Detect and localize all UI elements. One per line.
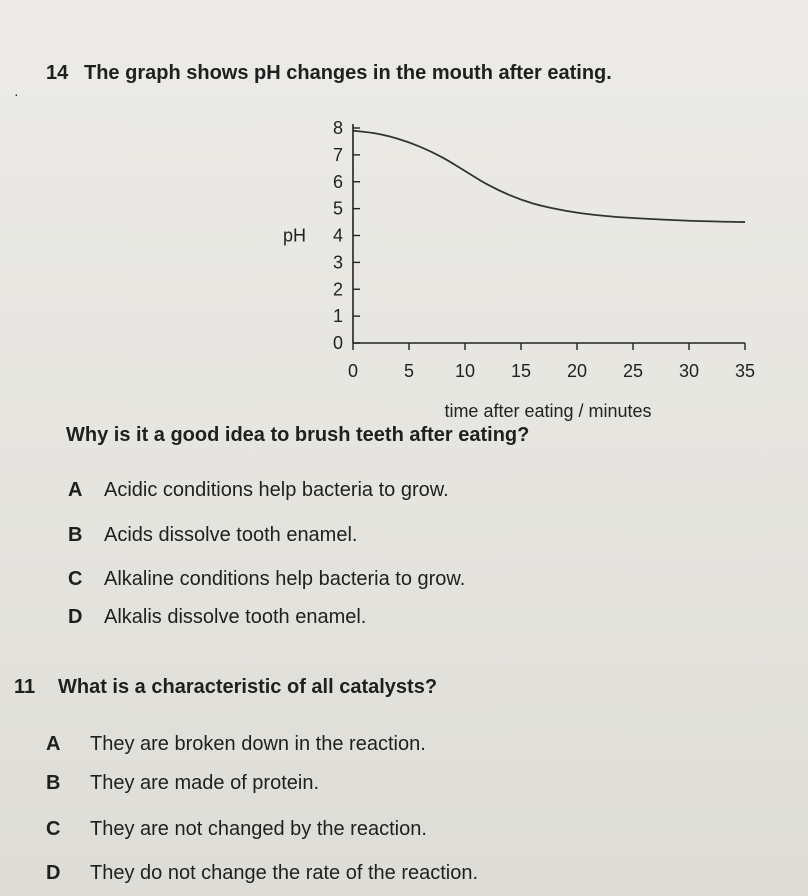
ph-chart	[0, 0, 808, 440]
y-tick-label: 1	[332, 306, 343, 327]
y-tick-label: 8	[332, 118, 343, 138]
option-text: They do not change the rate of the reaction.	[90, 862, 479, 884]
y-tick-label: 0	[332, 333, 343, 353]
y-tick-label: 6	[332, 171, 343, 192]
y-tick-label: 5	[332, 198, 343, 219]
question-14-prompt: Why is it a good idea to brush teeth after eating?	[66, 424, 530, 446]
question-14-stem: The graph shows pH changes in the mouth after eating.	[84, 62, 612, 84]
x-tick-label: 10	[454, 361, 476, 381]
option-letter: B	[46, 772, 61, 794]
x-tick-label: 15	[510, 361, 532, 381]
option-letter: A	[46, 733, 61, 755]
x-tick-label: 25	[622, 361, 644, 381]
option-text: Alkaline conditions help bacteria to grow.	[104, 568, 466, 590]
question-11-prompt: What is a characteristic of all catalysts?	[58, 676, 438, 698]
chart-series	[353, 131, 745, 222]
option-letter: C	[46, 818, 61, 840]
x-tick-label: 20	[566, 361, 588, 381]
x-tick-label: 35	[734, 361, 756, 381]
y-tick-label: 3	[332, 252, 343, 273]
option-letter: C	[68, 568, 83, 590]
option-letter: D	[68, 606, 83, 628]
option-text: They are not changed by the reaction.	[90, 818, 427, 840]
question-14-number: 14	[46, 62, 69, 84]
x-tick-label: 5	[403, 361, 415, 381]
x-ticks	[348, 343, 755, 381]
y-tick-label: 4	[332, 225, 343, 246]
ph-curve-series-0	[353, 131, 745, 222]
y-tick-label: 2	[332, 279, 343, 300]
option-letter: A	[68, 479, 83, 501]
y-axis-label: pH	[282, 225, 306, 246]
stray-mark: ·	[14, 86, 19, 102]
option-letter: D	[46, 862, 61, 884]
y-ticks	[333, 118, 360, 353]
y-tick-label: 7	[332, 144, 343, 165]
question-11-number: 11	[14, 676, 36, 698]
x-tick-label: 30	[678, 361, 700, 381]
x-axis-label: time after eating / minutes	[444, 401, 652, 421]
option-text: They are broken down in the reaction.	[90, 733, 426, 755]
option-letter: B	[68, 524, 83, 546]
option-text: Alkalis dissolve tooth enamel.	[104, 606, 367, 628]
option-text: Acids dissolve tooth enamel.	[104, 524, 358, 546]
x-tick-label: 0	[347, 361, 359, 381]
option-text: They are made of protein.	[90, 772, 320, 794]
chart-axes	[353, 124, 745, 343]
option-text: Acidic conditions help bacteria to grow.	[104, 479, 449, 501]
